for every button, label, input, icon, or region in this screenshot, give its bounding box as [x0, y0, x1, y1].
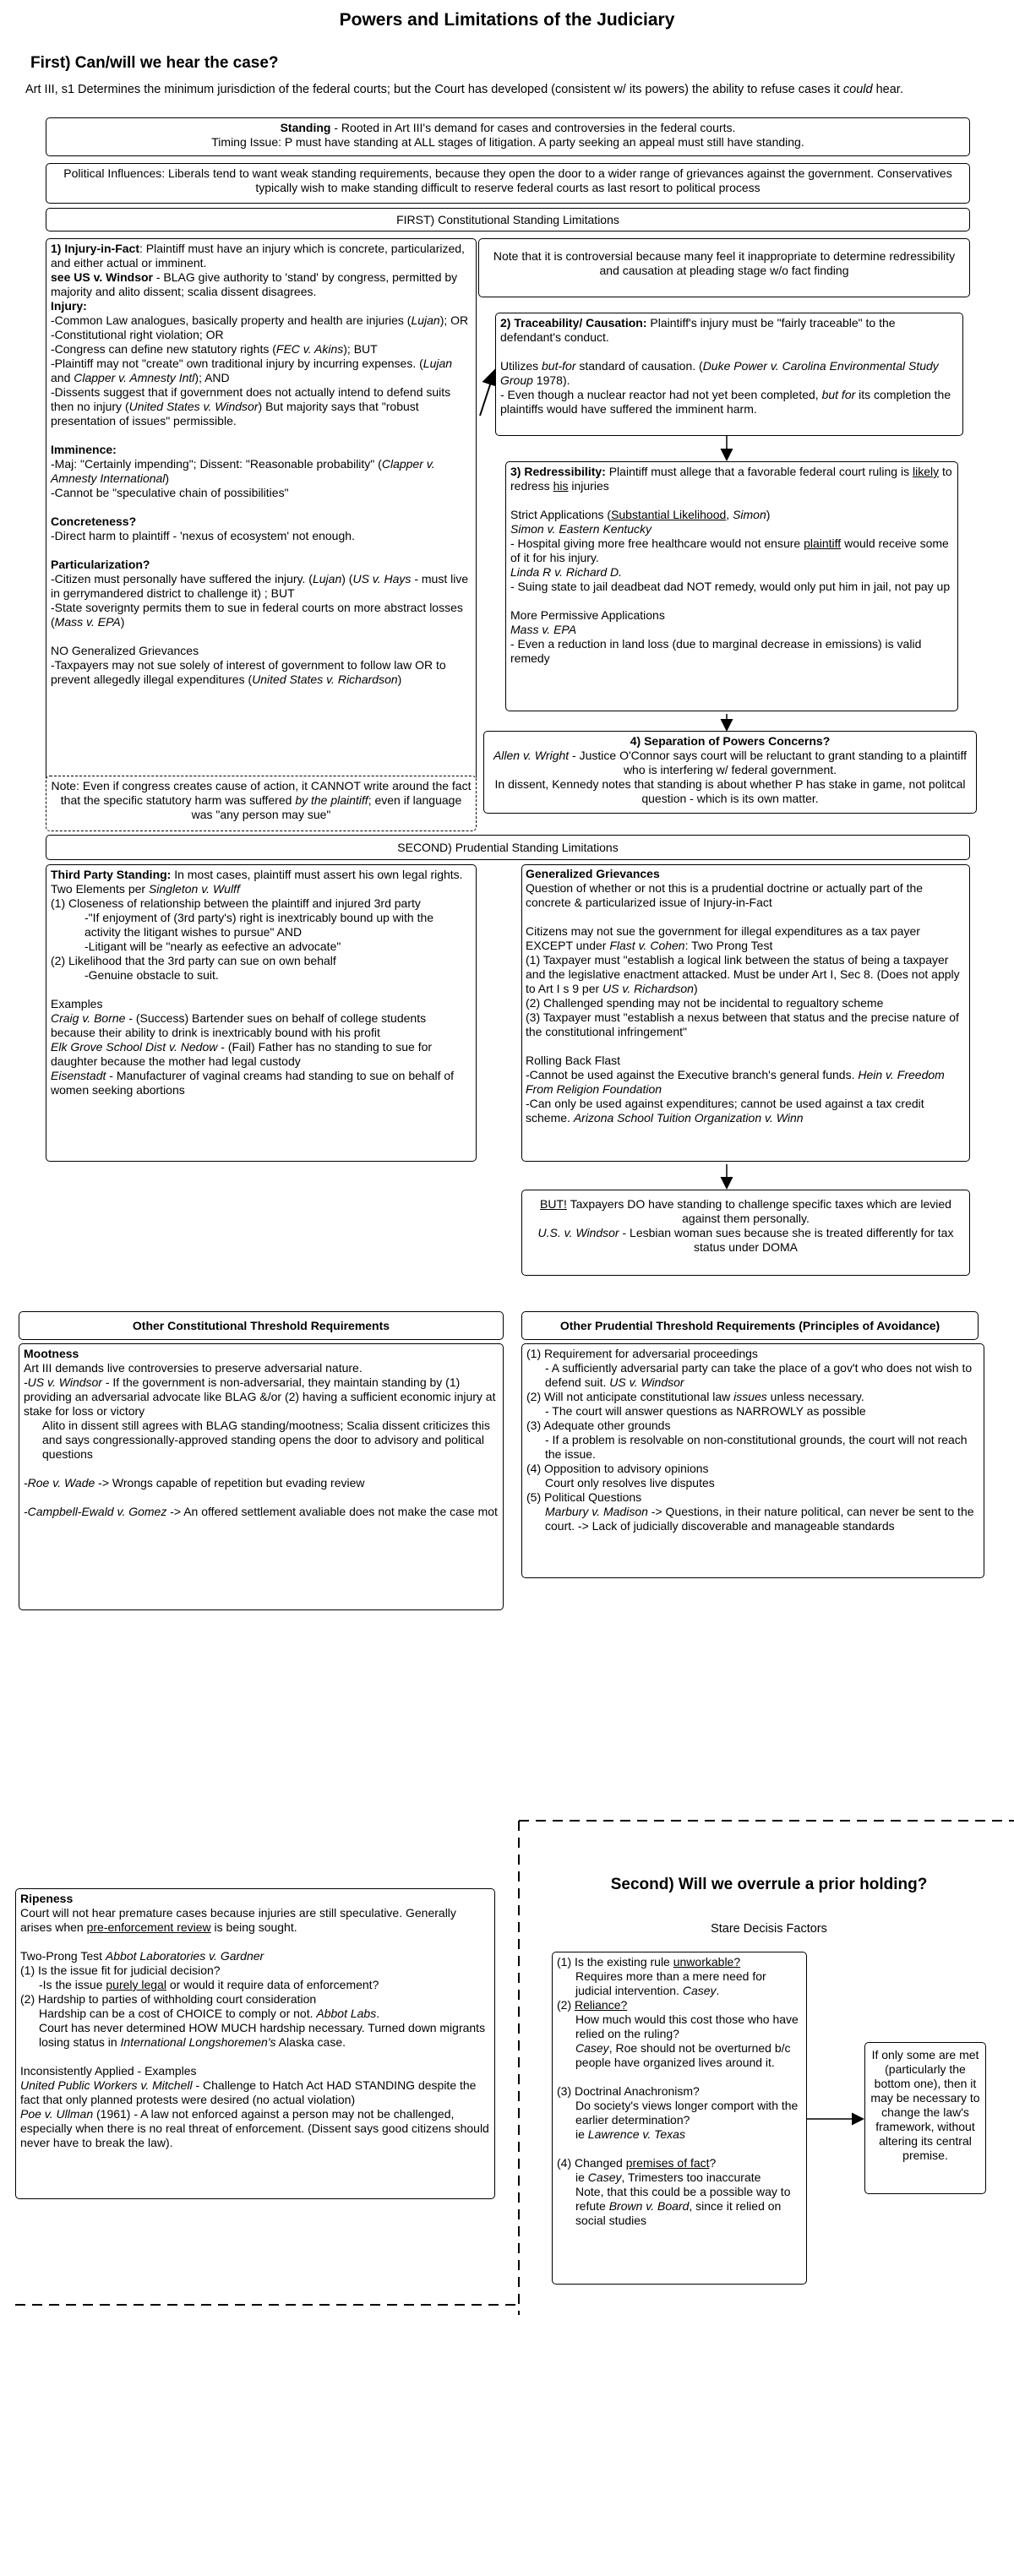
other-constitutional-header: Other Constitutional Threshold Requirements: [19, 1311, 504, 1340]
other-prudential-header: Other Prudential Threshold Requirements (Principles of Avoidance): [521, 1311, 979, 1340]
political-influences-box: Political Influences: Liberals tend to want weak standing requirements, because they open the door to a wider range of grievances against the government. Conservatives typically wish to make standing difficult to reserve federal courts as last resort to political process: [46, 163, 970, 204]
intro-text: Art III, s1 Determines the minimum jurisdiction of the federal courts; but the Court has developed (consistent w/ its powers) the ability to refuse cases it could hear.: [25, 83, 903, 96]
prudential-standing-header: SECOND) Prudential Standing Limitations: [46, 835, 970, 860]
mootness-box: Mootness Art III demands live controversies to preserve adversarial nature. -US v. Windsor - If the government is non-adversarial, they maintain standing by (1) providing an adversarial advocate like BLAG &/or (2) having a sufficient economic injury at stake for loss or victory Alito in dissent still agrees with BLAG standing/mootness; Scalia dissent criticizes this and says congressionally-approved standing opens the door to advisory and political questions -Roe v. Wade -> Wrongs capable of repetition but evading review -Campbell-Ewald v. Gomez -> An offered settlement avaliable does not make the case mot: [19, 1343, 504, 1610]
generalized-grievances-box: Generalized Grievances Question of whether or not this is a prudential doctrine or actually part of the concrete & particularized issue of Injury-in-Fact Citizens may not sue the government for illegal expenditures as a tax payer EXCEPT under Flast v. Cohen: Two Prong Test (1) Taxpayer must "establish a logical link between the status of being a taxpayer and the legislative enactment attacked. Must be under Art I, Sec 8. (Does not apply to Art I s 9 per US v. Richardson) (2) Challenged spending may not be incidental to regualtory scheme (3) Taxpayer must "establish a nexus between that status and the precise nature of the constitutional infringement" Rolling Back Flast -Cannot be used against the Executive branch's general funds. Hein v. Freedom From Religion Foundation -Can only be used against expenditures; cannot be used against a tax credit scheme. Arizona School Tuition Organization v. Winn: [521, 864, 970, 1162]
ripeness-box: Ripeness Court will not hear premature cases because injuries are still speculative. Generally arises when pre-enforcement review is being sought. Two-Prong Test Abbot Laboratories v. Gardner (1) Is the issue fit for judicial decision? -Is the issue purely legal or would it require data of enforcement? (2) Hardship to parties of withholding court consideration Hardship can be a cost of CHOICE to comply or not. Abbot Labs. Court has never determined HOW MUCH hardship necessary. Turned down migrants losing status in International Longshoremen's Alaska case. Inconsistently Applied - Examples United Public Workers v. Mitchell - Challenge to Hatch Act HAD STANDING despite the fact that only planned protests were desired (no actual violation) Poe v. Ullman (1961) - A law not enforced against a person may not be challenged, especially when there is no real threat of enforcement. (Dissent says good citizens should never have to break the law).: [15, 1888, 495, 2199]
congress-note-box: Note: Even if congress creates cause of action, it CANNOT write around the fact that the specific statutory harm was suffered by the plaintiff; even if language was "any person may sue": [46, 776, 477, 831]
redressibility-box: 3) Redressibility: Plaintiff must allege that a favorable federal court ruling is likely to redress his injuries Strict Applications (Substantial Likelihood, Simon) Simon v. Eastern Kentucky - Hospital giving more free healthcare would not ensure plaintiff would receive some of it for his injury. Linda R v. Richard D. - Suing state to jail deadbeat dad NOT remedy, would only put him in jail, not pay up More Permissive Applications Mass v. EPA - Even a reduction in land loss (due to marginal decrease in emissions) is valid remedy: [505, 461, 958, 711]
standing-box: Standing - Rooted in Art III's demand for cases and controversies in the federal courts. Timing Issue: P must have standing at ALL stages of litigation. A party seeking an appeal must still have standing.: [46, 117, 970, 156]
page-title: Powers and Limitations of the Judiciary: [339, 10, 675, 30]
third-party-standing-box: Third Party Standing: In most cases, plaintiff must assert his own legal rights. Two Elements per Singleton v. Wulff (1) Closeness of relationship between the plaintiff and injured 3rd party -"If enjoyment of (3rd party's) right is inextricably bound up with the activity the litigant wishes to pursue" AND -Litigant will be "nearly as eefective an advocate" (2) Likelihood that the 3rd party can sue on own behalf -Genuine obstacle to suit. Examples Craig v. Borne - (Success) Bartender sues on behalf of college students because their ability to drink is inextricably bound with his profit Elk Grove School Dist v. Nedow - (Fail) Father has no standing to sue for daughter because the mother had legal custody Eisenstadt - Manufacturer of vaginal creams had standing to sue on behalf of women seeking abortions: [46, 864, 477, 1162]
framework-change-box: If only some are met (particularly the bottom one), then it may be necessary to change the law's framework, without altering its central premise.: [864, 2042, 986, 2194]
stare-decisis-factors-box: (1) Is the existing rule unworkable? Requires more than a mere need for judicial intervention. Casey. (2) Reliance? How much would this cost those who have relied on the ruling? Casey, Roe should not be overturned b/c people have organized lives around it. (3) Doctrinal Anachronism? Do society's views longer comport with the earlier determination? ie Lawrence v. Texas (4) Changed premises of fact? ie Casey, Trimesters too inaccurate Note, that this could be a possible way to refute Brown v. Board, since it relied on social studies: [552, 1952, 807, 2285]
injury-in-fact-box: 1) Injury-in-Fact: Plaintiff must have an injury which is concrete, particularized, and either actual or imminent. see US v. Windsor - BLAG give authority to 'stand' by congress, permitted by majority and alito dissent; scalia dissent disagrees. Injury: -Common Law analogues, basically property and health are injuries (Lujan); OR -Constitutional right violation; OR -Congress can define new statutory rights (FEC v. Akins); BUT -Plaintiff may not "create" own traditional injury by incurring expenses. (Lujan and Clapper v. Amnesty Intl); AND -Dissents suggest that if government does not actually intend to defend suits then no injury (United States v. Windsor) But majority says that "robust presentation of issues" permissible. Imminence: -Maj: "Certainly impending"; Dissent: "Reasonable probability" (Clapper v. Amnesty International) -Cannot be "speculative chain of possibilities" Concreteness? -Direct harm to plaintiff - 'nexus of ecosystem' not enough. Particularization? -Citizen must personally have suffered the injury. (Lujan) (US v. Hays - must live in gerrymandered district to challenge it) ; BUT -State soverignty permits them to sue in federal courts on more abstract losses (Mass v. EPA) NO Generalized Grievances -Taxpayers may not sue solely of interest of government to follow law OR to prevent allegedly illegal expenditures (United States v. Richardson): [46, 238, 477, 782]
separation-of-powers-box: 4) Separation of Powers Concerns? Allen v. Wright - Justice O'Connor says court will be reluctant to grant standing to a plaintiff who is interfering w/ federal government. In dissent, Kennedy notes that standing is about whether P has stake in game, not politcal question - which is its own matter.: [483, 731, 977, 814]
controversial-note-box: Note that it is controversial because many feel it inappropriate to determine redressibility and causation at pleading stage w/o fact finding: [478, 238, 970, 297]
injury-to-traceability-arrow: [480, 372, 494, 416]
taxpayer-but-box: BUT! Taxpayers DO have standing to challenge specific taxes which are levied against them personally. U.S. v. Windsor - Lesbian woman sues because she is treated differently for tax status under DOMA: [521, 1190, 970, 1276]
constitutional-standing-header: FIRST) Constitutional Standing Limitations: [46, 208, 970, 231]
section-heading-can-we-hear: First) Can/will we hear the case?: [30, 54, 279, 72]
avoidance-principles-box: (1) Requirement for adversarial proceedings - A sufficiently adversarial party can take the place of a gov't who does not wish to defend suit. US v. Windsor (2) Will not anticipate constitutional law issues unless necessary. - The court will answer questions as NARROWLY as possible (3) Adequate other grounds - If a problem is resolvable on non-constitutional grounds, the court will not reach the issue. (4) Opposition to advisory opinions Court only resolves live disputes (5) Political Questions Marbury v. Madison -> Questions, in their nature political, can never be sent to the court. -> Lack of judicially discoverable and manageable standards: [521, 1343, 984, 1578]
traceability-box: 2) Traceability/ Causation: Plaintiff's injury must be "fairly traceable" to the defendant's conduct. Utilizes but-for standard of causation. (Duke Power v. Carolina Environmental Study Group 1978). - Even though a nuclear reactor had not yet been completed, but for its completion the plaintiffs would have suffered the imminent harm.: [495, 313, 963, 436]
stare-decisis-subtitle: Stare Decisis Factors: [711, 1922, 827, 1936]
section-heading-overrule: Second) Will we overrule a prior holding?: [610, 1876, 928, 1893]
